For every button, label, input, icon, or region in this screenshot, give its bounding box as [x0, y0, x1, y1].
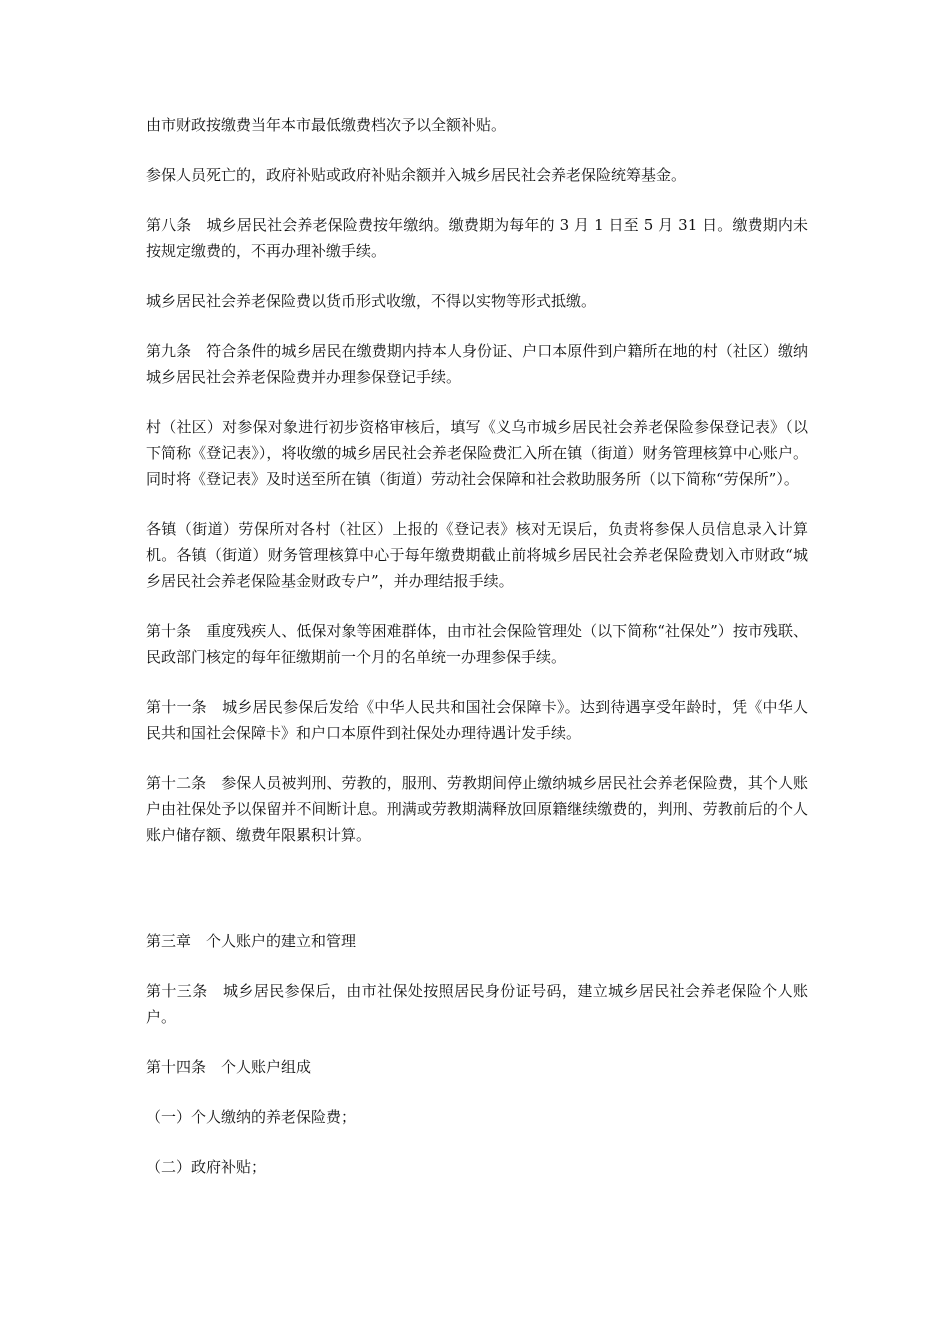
- article-14: 第十四条 个人账户组成: [146, 1058, 312, 1076]
- article-10: 第十条 重度残疾人、低保对象等困难群体，由市社会保险管理处（以下简称“社保处”）按市残联、民政部门核定的每年征缴期前一个月的名单统一办理参保手续。: [146, 622, 808, 666]
- chapter-heading: 第三章 个人账户的建立和管理: [146, 932, 357, 950]
- document-page: [146, 112, 808, 1204]
- paragraph-death: 参保人员死亡的，政府补贴或政府补贴余额并入城乡居民社会养老保险统筹基金。: [146, 166, 687, 184]
- paragraph-village-review: 村（社区）对参保对象进行初步资格审核后，填写《义乌市城乡居民社会养老保险参保登记表》（以下简称《登记表》），将收缴的城乡居民社会养老保险费汇入所在镇（街道）财务管理核算中心账户。同时将《登记表》及时送至所在镇（街道）劳动社会保障和社会救助服务所（以下简称“劳保所”）。: [146, 418, 808, 488]
- article-8: 第八条 城乡居民社会养老保险费按年缴纳。缴费期为每年的 3 月 1 日至 5 月 31 日。缴费期内未按规定缴费的，不再办理补缴手续。: [146, 216, 808, 260]
- article-11: 第十一条 城乡居民参保后发给《中华人民共和国社会保障卡》。达到待遇享受年龄时，凭《中华人民共和国社会保障卡》和户口本原件到社保处办理待遇计发手续。: [146, 698, 808, 742]
- article-12: 第十二条 参保人员被判刑、劳教的，服刑、劳教期间停止缴纳城乡居民社会养老保险费，其个人账户由社保处予以保留并不间断计息。刑满或劳教期满释放回原籍继续缴费的，判刑、劳教前后的个人账户储存额、缴费年限累积计算。: [146, 774, 808, 844]
- paragraph-town-review: 各镇（街道）劳保所对各村（社区）上报的《登记表》核对无误后，负责将参保人员信息录入计算机。各镇（街道）财务管理核算中心于每年缴费期截止前将城乡居民社会养老保险费划入市财政“城乡居民社会养老保险基金财政专户”，并办理结报手续。: [146, 520, 808, 590]
- article-9: 第九条 符合条件的城乡居民在缴费期内持本人身份证、户口本原件到户籍所在地的村（社区）缴纳城乡居民社会养老保险费并办理参保登记手续。: [146, 342, 808, 386]
- list-item-2: （二）政府补贴；: [146, 1158, 267, 1176]
- list-item-1: （一）个人缴纳的养老保险费；: [146, 1108, 357, 1126]
- article-13: 第十三条 城乡居民参保后，由市社保处按照居民身份证号码，建立城乡居民社会养老保险个人账户。: [146, 982, 808, 1026]
- paragraph-subsidy: 由市财政按缴费当年本市最低缴费档次予以全额补贴。: [146, 116, 507, 134]
- section-spacer: [146, 872, 808, 928]
- paragraph-currency: 城乡居民社会养老保险费以货币形式收缴，不得以实物等形式抵缴。: [146, 292, 597, 310]
